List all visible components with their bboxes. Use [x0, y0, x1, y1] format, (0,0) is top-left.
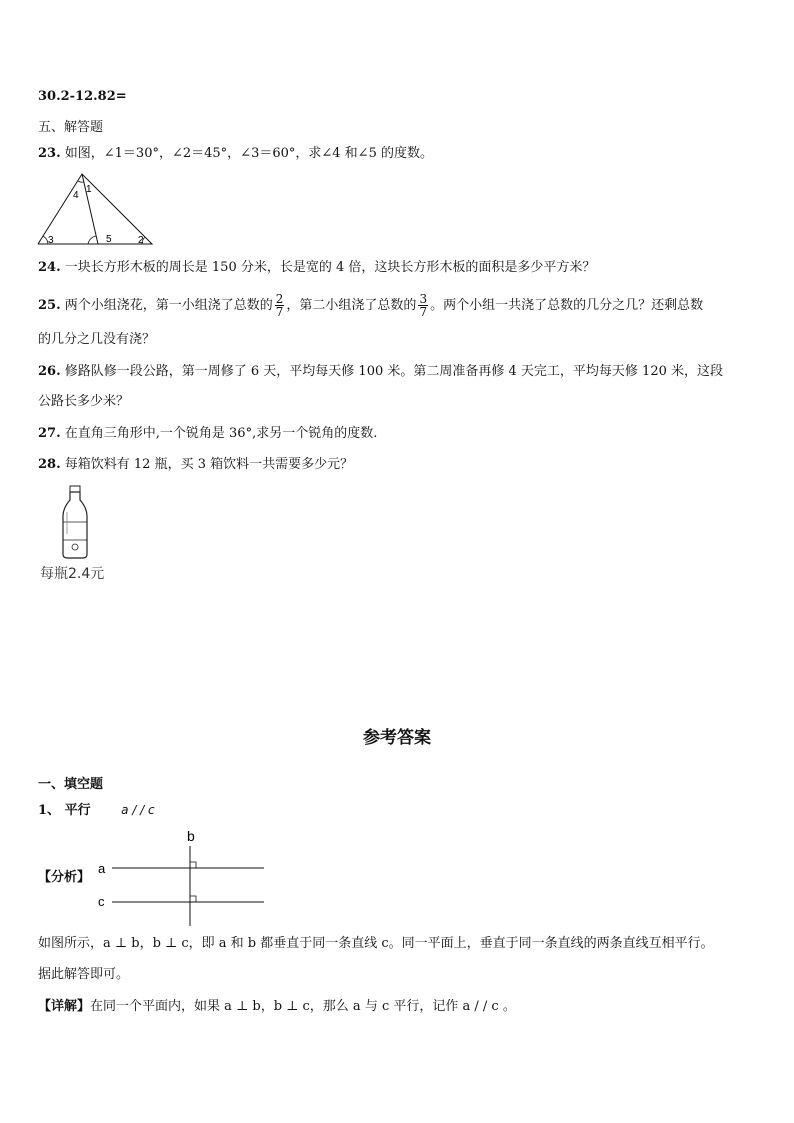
- question-text: 如图，∠1＝30°，∠2＝45°，∠3＝60°，求∠4 和∠5 的度数。: [64, 146, 433, 161]
- parallel-lines-figure: [92, 826, 272, 930]
- line-label-a: a: [98, 861, 106, 876]
- question-text: 修路队修一段公路，第一周修了 6 天，平均每天修 100 米。第二周准备再修 4 天完工，平均每天修 120 米，这段: [64, 364, 723, 379]
- question-number: 23.: [38, 146, 61, 161]
- question-27: [38, 425, 377, 443]
- line-label-c: c: [98, 894, 105, 909]
- analysis-line1: 如图所示，a ⊥ b，b ⊥ c，即 a 和 b 都垂直于同一条直线 c。同一平面上，垂直于同一条直线的两条直线互相平行。: [38, 936, 714, 951]
- question-26: [38, 363, 723, 381]
- question-24: [38, 259, 595, 277]
- question-text-part2: ，第二小组浇了总数的: [286, 298, 417, 313]
- angle-label-5: 5: [106, 234, 112, 245]
- right-angle-mark: [190, 896, 196, 902]
- detail-tag: 【详解】: [38, 999, 91, 1014]
- fraction-numerator: 3: [419, 292, 428, 306]
- price-label: 每瓶2.4元: [40, 566, 105, 582]
- bottle-icon: [58, 484, 94, 560]
- fraction-denominator: 7: [275, 305, 284, 319]
- question-26-line2: 公路长多少米？: [38, 394, 130, 409]
- detail-text: 在同一个平面内，如果 a ⊥ b，b ⊥ c，那么 a 与 c 平行，记作 a / / c 。: [90, 999, 516, 1014]
- question-25: [38, 292, 703, 320]
- analysis-tag: 【分析】: [38, 870, 91, 885]
- question-text: 一块长方形木板的周长是 150 分米，长是宽的 4 倍，这块长方形木板的面积是多少平方米？: [64, 260, 596, 275]
- angle-arc-5: [88, 236, 96, 244]
- fraction-denominator: 7: [419, 305, 428, 319]
- angle-label-1: 1: [86, 184, 92, 195]
- section-title: 一、填空题: [38, 777, 104, 792]
- answer-text: 平行: [64, 803, 91, 818]
- question-number: 28.: [38, 457, 61, 472]
- question-25-line2: 的几分之几没有浇？: [38, 332, 156, 347]
- analysis-line2: 据此解答即可。: [38, 967, 130, 982]
- angle-label-3: 3: [48, 235, 54, 246]
- answer-1: [38, 801, 155, 820]
- fraction-numerator: 2: [275, 292, 284, 306]
- triangle-outline: [38, 174, 152, 244]
- question-number: 24.: [38, 260, 61, 275]
- parallel-relation: a / / c: [121, 803, 155, 817]
- question-number: 26.: [38, 364, 61, 379]
- question-text-part1: 两个小组浇花，第一小组浇了总数的: [64, 298, 273, 313]
- calc-line: 30.2-12.82=: [38, 89, 127, 104]
- triangle-figure: [36, 170, 156, 250]
- line-label-b: b: [187, 828, 195, 844]
- fraction-3-7: [418, 293, 428, 318]
- section-title: 五、解答题: [38, 120, 104, 135]
- angle-arc-top: [78, 181, 84, 182]
- question-text-part3: 。两个小组一共浇了总数的几分之几？还剩总数: [430, 298, 704, 313]
- answer-number: 1、: [38, 803, 61, 818]
- angle-label-2: 2: [138, 235, 144, 246]
- question-28: [38, 456, 353, 474]
- fraction-2-7: [275, 293, 285, 318]
- question-number: 25.: [38, 298, 61, 313]
- question-text: 每箱饮料有 12 瓶，买 3 箱饮料一共需要多少元？: [64, 457, 354, 472]
- question-text: 在直角三角形中,一个锐角是 36°,求另一个锐角的度数.: [64, 426, 378, 441]
- angle-label-4: 4: [73, 190, 79, 201]
- detail: [38, 998, 516, 1016]
- answer-title: 参考答案: [363, 728, 431, 748]
- question-23: [38, 145, 433, 163]
- question-number: 27.: [38, 426, 61, 441]
- right-angle-mark: [190, 862, 196, 868]
